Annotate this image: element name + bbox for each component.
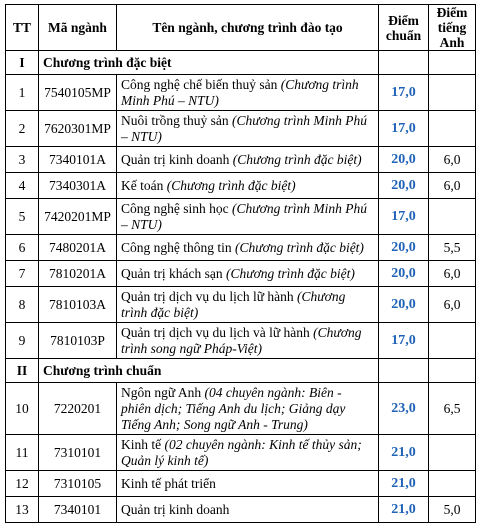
table-row (6, 199, 476, 235)
program-note: (Chương trình đặc biệt) (225, 265, 355, 281)
program-title: Công nghệ thông tin (121, 239, 235, 255)
table-row (6, 173, 476, 199)
table-row (6, 497, 476, 523)
table-row (6, 323, 476, 359)
row-program-name (117, 323, 379, 359)
row-code: 7810201A (39, 261, 117, 287)
header-code: Mã ngành (39, 5, 117, 51)
row-program-name (117, 199, 379, 235)
table-row (6, 147, 476, 173)
row-score: 21,0 (379, 435, 429, 471)
row-english-score: 5,5 (429, 235, 476, 261)
table-row (6, 261, 476, 287)
row-tt: 13 (6, 497, 39, 523)
section-empty-cell (379, 51, 429, 75)
row-tt: 6 (6, 235, 39, 261)
row-program-name (117, 235, 379, 261)
row-score: 20,0 (379, 261, 429, 287)
table-row (6, 435, 476, 471)
section-roman: II (6, 359, 39, 383)
section-empty-cell (429, 51, 476, 75)
row-program-name (117, 111, 379, 147)
row-code: 7810103P (39, 323, 117, 359)
row-score: 23,0 (379, 383, 429, 435)
program-note: (Chương trình đặc biệt) (166, 177, 296, 193)
row-english-score: 6,5 (429, 383, 476, 435)
section-empty-cell (379, 359, 429, 383)
row-score: 17,0 (379, 323, 429, 359)
row-program-name (117, 287, 379, 323)
row-tt: 1 (6, 75, 39, 111)
row-english-score: 5,0 (429, 497, 476, 523)
table-row (6, 471, 476, 497)
row-english-score (429, 471, 476, 497)
row-code: 7810103A (39, 287, 117, 323)
row-code: 7340101A (39, 147, 117, 173)
program-title: Kế toán (121, 177, 167, 193)
program-title: Quản trị kinh doanh (121, 151, 233, 167)
row-tt: 11 (6, 435, 39, 471)
section-title: Chương trình chuẩn (39, 359, 379, 383)
program-title: Quản trị kinh doanh (121, 501, 230, 517)
table-row (6, 235, 476, 261)
program-note: (Chương trình song ngữ Pháp-Việt) (121, 324, 362, 356)
section-empty-cell (429, 359, 476, 383)
row-tt: 4 (6, 173, 39, 199)
row-tt: 5 (6, 199, 39, 235)
row-score: 20,0 (379, 147, 429, 173)
table-row (6, 111, 476, 147)
program-title: Nuôi trồng thuỷ sản (121, 112, 232, 128)
row-program-name (117, 435, 379, 471)
row-program-name (117, 75, 379, 111)
row-english-score (429, 75, 476, 111)
row-score: 20,0 (379, 173, 429, 199)
program-title: Kinh tế phát triển (121, 475, 216, 491)
row-code: 7620301MP (39, 111, 117, 147)
header-name: Tên ngành, chương trình đào tạo (117, 5, 379, 51)
header-row (6, 5, 476, 51)
program-title: Quản trị dịch vụ du lịch lữ hành (121, 288, 298, 304)
row-code: 7310101 (39, 435, 117, 471)
program-note: (Chương trình đặc biệt) (232, 151, 362, 167)
row-english-score: 6,0 (429, 173, 476, 199)
row-program-name (117, 147, 379, 173)
row-code: 7340301A (39, 173, 117, 199)
row-score: 17,0 (379, 75, 429, 111)
row-program-name (117, 497, 379, 523)
row-score: 21,0 (379, 471, 429, 497)
table-row (6, 75, 476, 111)
row-english-score: 6,0 (429, 287, 476, 323)
row-english-score (429, 435, 476, 471)
row-score: 17,0 (379, 111, 429, 147)
program-title: Quản trị khách sạn (121, 265, 226, 281)
row-score: 20,0 (379, 287, 429, 323)
row-tt: 7 (6, 261, 39, 287)
program-title: Kinh tế (121, 436, 165, 452)
row-english-score (429, 323, 476, 359)
row-english-score: 6,0 (429, 261, 476, 287)
program-note: (Chương trình đặc biệt) (121, 288, 346, 320)
row-tt: 12 (6, 471, 39, 497)
program-title: Công nghệ sinh học (121, 200, 232, 216)
program-note: (Chương trình đặc biệt) (235, 239, 364, 255)
row-score: 17,0 (379, 199, 429, 235)
row-code: 7420201MP (39, 199, 117, 235)
table-body (6, 51, 476, 523)
section-row (6, 359, 476, 383)
table-row (6, 383, 476, 435)
row-score: 20,0 (379, 235, 429, 261)
section-title: Chương trình đặc biệt (39, 51, 379, 75)
admission-score-table (5, 4, 476, 523)
row-code: 7340101 (39, 497, 117, 523)
row-english-score: 6,0 (429, 147, 476, 173)
program-note: (Chương trình Minh Phú – NTU) (121, 112, 367, 144)
table-row (6, 287, 476, 323)
program-note: (Chương trình Minh Phú – NTU) (121, 200, 367, 232)
row-score: 21,0 (379, 497, 429, 523)
row-code: 7540105MP (39, 75, 117, 111)
row-tt: 9 (6, 323, 39, 359)
program-title: Ngôn ngữ Anh (121, 384, 205, 400)
row-program-name (117, 471, 379, 497)
row-code: 7310105 (39, 471, 117, 497)
row-code: 7480201A (39, 235, 117, 261)
header-score: Điểm chuẩn (379, 5, 429, 51)
header-english: Điểm tiếng Anh (429, 5, 476, 51)
header-tt: TT (6, 5, 39, 51)
row-program-name (117, 383, 379, 435)
row-program-name (117, 261, 379, 287)
section-roman: I (6, 51, 39, 75)
program-note: (Chương trình Minh Phú – NTU) (121, 76, 359, 108)
row-tt: 3 (6, 147, 39, 173)
row-english-score (429, 199, 476, 235)
row-tt: 10 (6, 383, 39, 435)
row-english-score (429, 111, 476, 147)
row-tt: 2 (6, 111, 39, 147)
program-title: Quản trị dịch vụ du lịch và lữ hành (121, 324, 314, 340)
program-note: (02 chuyên ngành: Kinh tế thủy sản; Quản lý kinh tế) (121, 436, 362, 468)
section-row (6, 51, 476, 75)
program-title: Công nghệ chế biến thuỷ sản (121, 76, 281, 92)
row-program-name (117, 173, 379, 199)
row-tt: 8 (6, 287, 39, 323)
program-note: (04 chuyên ngành: Biên - phiên dịch; Tiếng Anh du lịch; Giảng dạy Tiếng Anh; Song ngữ Anh - Trung) (121, 384, 346, 432)
row-code: 7220201 (39, 383, 117, 435)
